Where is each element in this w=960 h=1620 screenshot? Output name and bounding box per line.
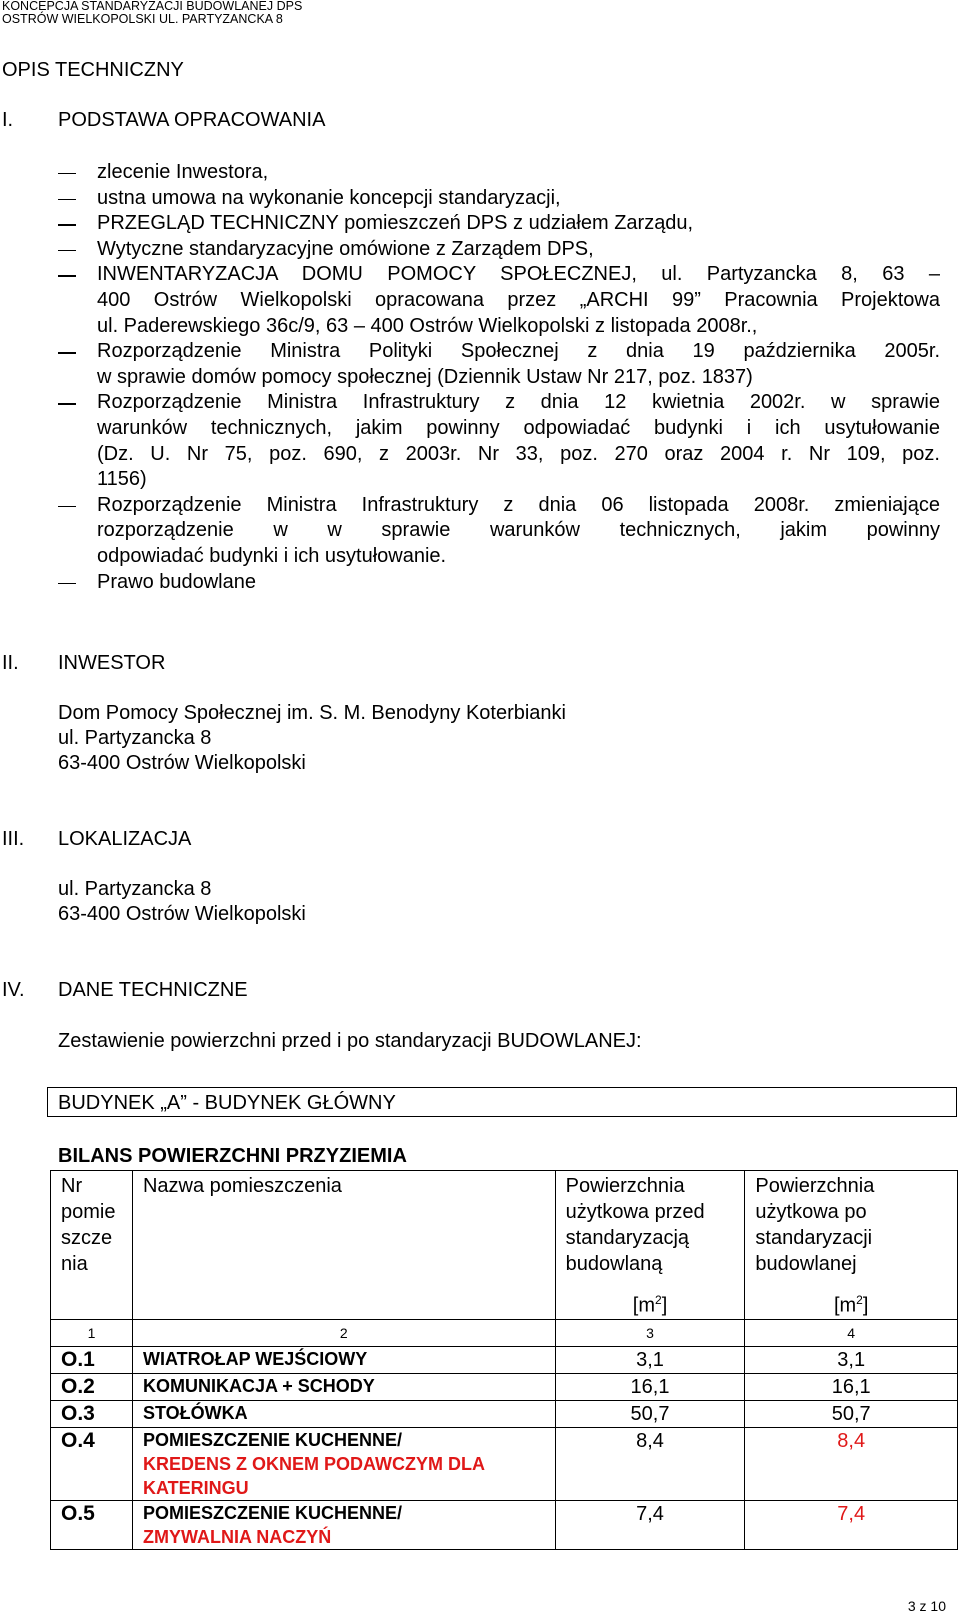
- bullet-dash: [58, 506, 76, 507]
- table-row: [51, 1501, 958, 1550]
- area-before: 16,1: [555, 1374, 745, 1401]
- room-name-main: POMIESZCZENIE KUCHENNE/: [142, 1503, 402, 1523]
- investor-street: ul. Partyzancka 8: [58, 727, 212, 749]
- section-4-title: DANE TECHNICZNE: [58, 979, 248, 1001]
- area-before: 3,1: [555, 1347, 745, 1374]
- basis-item-line: 400 Ostrów Wielkopolski opracowana przez „ARCHI 99” Pracownia Projektowa: [97, 289, 940, 311]
- basis-item-line: Rozporządzenie Ministra Infrastruktury z dnia 06 listopada 2008r. zmieniające: [97, 493, 940, 516]
- col-number: 1: [51, 1320, 133, 1347]
- basis-item-line: w sprawie domów pomocy społecznej (Dziennik Ustaw Nr 217, poz. 1837): [97, 365, 753, 388]
- col-number: 3: [555, 1320, 745, 1347]
- area-before: 50,7: [555, 1401, 745, 1428]
- room-number: O.2: [51, 1374, 133, 1401]
- basis-item-line: warunków technicznych, jakim powinny odpowiadać budynki i ich usytułowanie: [97, 417, 940, 439]
- building-label: BUDYNEK „A” - BUDYNEK GŁÓWNY: [58, 1092, 396, 1114]
- area-before: 8,4: [555, 1428, 745, 1501]
- room-number: O.1: [51, 1347, 133, 1374]
- location-city: 63-400 Ostrów Wielkopolski: [58, 903, 306, 925]
- bullet-dash: [58, 250, 76, 251]
- table-row: [51, 1347, 958, 1374]
- area-before: 7,4: [555, 1501, 745, 1550]
- summary-label: Zestawienie powierzchni przed i po standaryzacji BUDOWLANEJ:: [58, 1030, 642, 1052]
- document-header: [2, 0, 302, 26]
- room-name: [132, 1374, 555, 1401]
- header-name: Nazwa pomieszczenia: [132, 1171, 555, 1320]
- room-name-main: POMIESZCZENIE KUCHENNE/: [142, 1430, 402, 1450]
- investor-city: 63-400 Ostrów Wielkopolski: [58, 752, 306, 774]
- bullet-dash: [58, 583, 76, 584]
- col-number: 4: [745, 1320, 958, 1347]
- basis-item-line: Rozporządzenie Ministra Polityki Społecznej z dnia 19 października 2005r.: [97, 340, 940, 363]
- room-number: O.3: [51, 1401, 133, 1428]
- bullet-dash: [58, 403, 76, 404]
- unit-before: $[m^2]$: [632, 1293, 668, 1317]
- bullet-dash: [58, 352, 76, 353]
- location-street: ul. Partyzancka 8: [58, 878, 212, 900]
- room-number: O.5: [51, 1501, 133, 1550]
- table-header-row: [51, 1171, 958, 1320]
- area-after: 3,1: [745, 1347, 958, 1374]
- basis-item-line: Prawo budowlane: [97, 570, 256, 593]
- room-name-main: STOŁÓWKA: [142, 1403, 248, 1423]
- page-number: 3 z 10: [907, 1598, 946, 1614]
- room-name: [132, 1347, 555, 1374]
- room-name-main: KOMUNIKACJA + SCHODY: [142, 1376, 375, 1396]
- basis-item-line: zlecenie Inwestora,: [97, 161, 269, 183]
- header-line-1: KONCEPCJA STANDARYZACJI BUDOWLANEJ DPS: [2, 0, 303, 13]
- room-name-note: ZMYWALNIA NACZYŃ: [142, 1527, 332, 1547]
- section-3-number: III.: [2, 828, 25, 850]
- basis-item-line: (Dz. U. Nr 75, poz. 690, z 2003r. Nr 33, poz. 270 oraz 2004 r. Nr 109, poz.: [97, 442, 940, 465]
- investor-name: Dom Pomocy Społecznej im. S. M. Benodyny Koterbianki: [58, 702, 566, 724]
- basis-item-line: ul. Paderewskiego 36c/9, 63 – 400 Ostrów Wielkopolski z listopada 2008r.,: [97, 314, 758, 337]
- area-after: 7,4: [745, 1501, 958, 1550]
- room-name: [132, 1428, 555, 1501]
- header-nr: Nr pomie szcze nia: [51, 1171, 133, 1320]
- document-title: OPIS TECHNICZNY: [2, 59, 184, 81]
- section-1-number: I.: [2, 109, 14, 131]
- area-after: 8,4: [745, 1428, 958, 1501]
- table-row: [51, 1401, 958, 1428]
- section-2-title: INWESTOR: [58, 652, 166, 674]
- section-3-title: LOKALIZACJA: [58, 828, 192, 850]
- section-4-number: IV.: [2, 979, 25, 1001]
- basis-item-line: 1156): [97, 468, 147, 491]
- section-2-number: II.: [2, 652, 19, 674]
- area-after: 50,7: [745, 1401, 958, 1428]
- header-before: Powierzchnia użytkowa przed standaryzacją budowlaną $[m^2]$: [555, 1171, 745, 1320]
- table-row: [51, 1428, 958, 1501]
- room-name: [132, 1401, 555, 1428]
- room-name-note: KREDENS Z OKNEM PODAWCZYM DLA KATERINGU: [142, 1454, 485, 1498]
- area-balance-table: [50, 1170, 958, 1550]
- basis-item-line: rozporządzenie w w sprawie warunków technicznych, jakim powinny: [97, 519, 940, 542]
- table-title: BILANS POWIERZCHNI PRZYZIEMIA: [58, 1145, 407, 1167]
- section-1-title: PODSTAWA OPRACOWANIA: [58, 109, 326, 131]
- bullet-dash: [58, 173, 76, 174]
- header-after: Powierzchnia użytkowa po standaryzacji budowlanej $[m^2]$: [745, 1171, 958, 1320]
- basis-item-line: PRZEGLĄD TECHNICZNY pomieszczeń DPS z udziałem Zarządu,: [97, 212, 694, 235]
- col-number: 2: [132, 1320, 555, 1347]
- area-after: 16,1: [745, 1374, 958, 1401]
- basis-item-line: ustna umowa na wykonanie koncepcji standaryzacji,: [97, 186, 561, 209]
- basis-item-line: Wytyczne standaryzacyjne omówione z Zarządem DPS,: [97, 237, 594, 260]
- table-row: [51, 1374, 958, 1401]
- bullet-dash: [58, 275, 76, 276]
- header-line-2: OSTRÓW WIELKOPOLSKI UL. PARTYZANCKA 8: [2, 12, 283, 26]
- basis-item-line: odpowiadać budynki i ich usytułowanie.: [97, 545, 447, 567]
- bullet-dash: [58, 199, 76, 200]
- room-name-main: WIATROŁAP WEJŚCIOWY: [142, 1349, 368, 1369]
- column-number-row: [51, 1320, 958, 1347]
- bullet-dash: [58, 224, 76, 225]
- basis-item-line: Rozporządzenie Ministra Infrastruktury z dnia 12 kwietnia 2002r. w sprawie: [97, 391, 940, 414]
- room-number: O.4: [51, 1428, 133, 1501]
- unit-after: $[m^2]$: [833, 1293, 869, 1317]
- room-name: [132, 1501, 555, 1550]
- basis-item-line: INWENTARYZACJA DOMU POMOCY SPOŁECZNEJ, ul. Partyzancka 8, 63 –: [97, 263, 940, 286]
